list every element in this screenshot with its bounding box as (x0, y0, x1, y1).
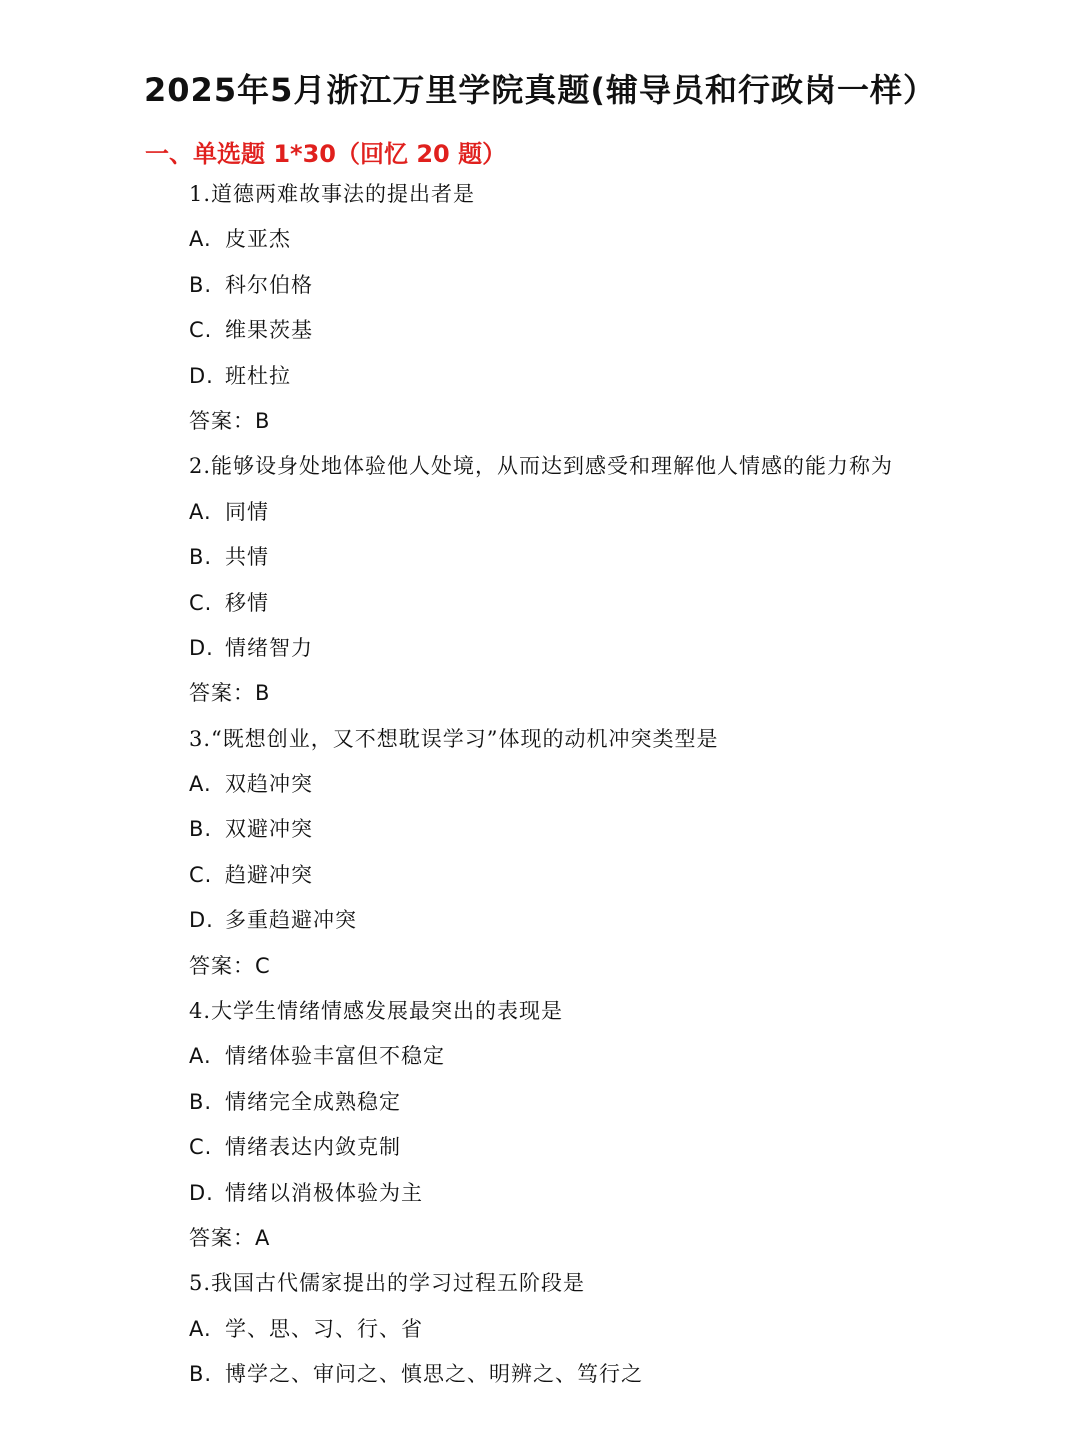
answer-value: B (255, 408, 271, 433)
option-a (189, 765, 1049, 810)
option-text: 皮亚杰 (225, 227, 291, 252)
option-a (189, 220, 1049, 265)
option-text: 学、思、习、行、省 (225, 1316, 423, 1341)
option-letter: C. (189, 590, 213, 615)
option-letter: C. (189, 318, 213, 343)
answer-line (189, 402, 1049, 447)
answer-label: 答案： (189, 408, 255, 433)
option-text: 共情 (225, 545, 269, 570)
option-text: 维果茨基 (225, 318, 313, 343)
question-stem: 4.大学生情绪情感发展最突出的表现是 (189, 999, 564, 1024)
option-text: 情绪表达内敛克制 (225, 1135, 401, 1160)
answer-value: C (255, 953, 271, 978)
option-b (189, 810, 1049, 855)
option-d (189, 901, 1049, 946)
option-letter: D. (189, 1180, 214, 1205)
option-text: 双趋冲突 (225, 772, 313, 797)
option-letter: D. (189, 635, 214, 660)
question-stem: 3.“既想创业，又不想耽误学习”体现的动机冲突类型是 (189, 726, 719, 751)
option-letter: A. (189, 499, 212, 524)
section-heading: 一、单选题 1*30（回忆 20 题） (145, 140, 507, 168)
option-c (189, 1128, 1049, 1173)
option-d (189, 1174, 1049, 1219)
question-stem: 2.能够设身处地体验他人处境，从而达到感受和理解他人情感的能力称为 (189, 454, 894, 479)
option-letter: D. (189, 363, 214, 388)
option-letter: D. (189, 908, 214, 933)
option-letter: B. (189, 817, 213, 842)
option-b (189, 1083, 1049, 1128)
option-a (189, 1037, 1049, 1082)
option-text: 科尔伯格 (225, 272, 313, 297)
option-c (189, 584, 1049, 629)
option-letter: A. (189, 227, 212, 252)
option-a (189, 493, 1049, 538)
option-text: 情绪智力 (225, 635, 313, 660)
answer-value: B (255, 681, 271, 706)
option-text: 趋避冲突 (225, 862, 313, 887)
answer-label: 答案： (189, 681, 255, 706)
option-text: 多重趋避冲突 (225, 908, 357, 933)
question-stem: 1.道德两难故事法的提出者是 (189, 182, 476, 206)
option-text: 双避冲突 (225, 817, 313, 842)
option-letter: B. (189, 1089, 213, 1114)
option-letter: C. (189, 862, 213, 887)
option-text: 同情 (225, 499, 269, 524)
option-letter: A. (189, 1316, 212, 1341)
option-letter: B. (189, 272, 213, 297)
answer-line (189, 1219, 1049, 1264)
option-b (189, 538, 1049, 583)
option-letter: C. (189, 1135, 213, 1160)
option-letter: A. (189, 772, 212, 797)
question-list (189, 175, 1049, 1401)
option-text: 班杜拉 (225, 363, 291, 388)
question-stem: 5.我国古代儒家提出的学习过程五阶段是 (189, 1271, 586, 1296)
option-letter: B. (189, 545, 213, 570)
option-text: 情绪体验丰富但不稳定 (225, 1044, 445, 1069)
option-text: 移情 (225, 590, 269, 615)
option-a (189, 1310, 1049, 1355)
option-text: 情绪完全成熟稳定 (225, 1089, 401, 1114)
answer-line (189, 674, 1049, 719)
page-title: 2025年5月浙江万里学院真题(辅导员和行政岗一样） (144, 71, 936, 109)
answer-label: 答案： (189, 1225, 255, 1250)
option-letter: B. (189, 1362, 213, 1387)
option-d (189, 357, 1049, 402)
option-c (189, 856, 1049, 901)
answer-value: A (255, 1225, 271, 1250)
option-b (189, 266, 1049, 311)
option-text: 博学之、审问之、慎思之、明辨之、笃行之 (225, 1362, 643, 1387)
option-text: 情绪以消极体验为主 (225, 1180, 423, 1205)
option-c (189, 311, 1049, 356)
option-b (189, 1355, 1049, 1400)
option-letter: A. (189, 1044, 212, 1069)
answer-line (189, 947, 1049, 992)
option-d (189, 629, 1049, 674)
answer-label: 答案： (189, 953, 255, 978)
